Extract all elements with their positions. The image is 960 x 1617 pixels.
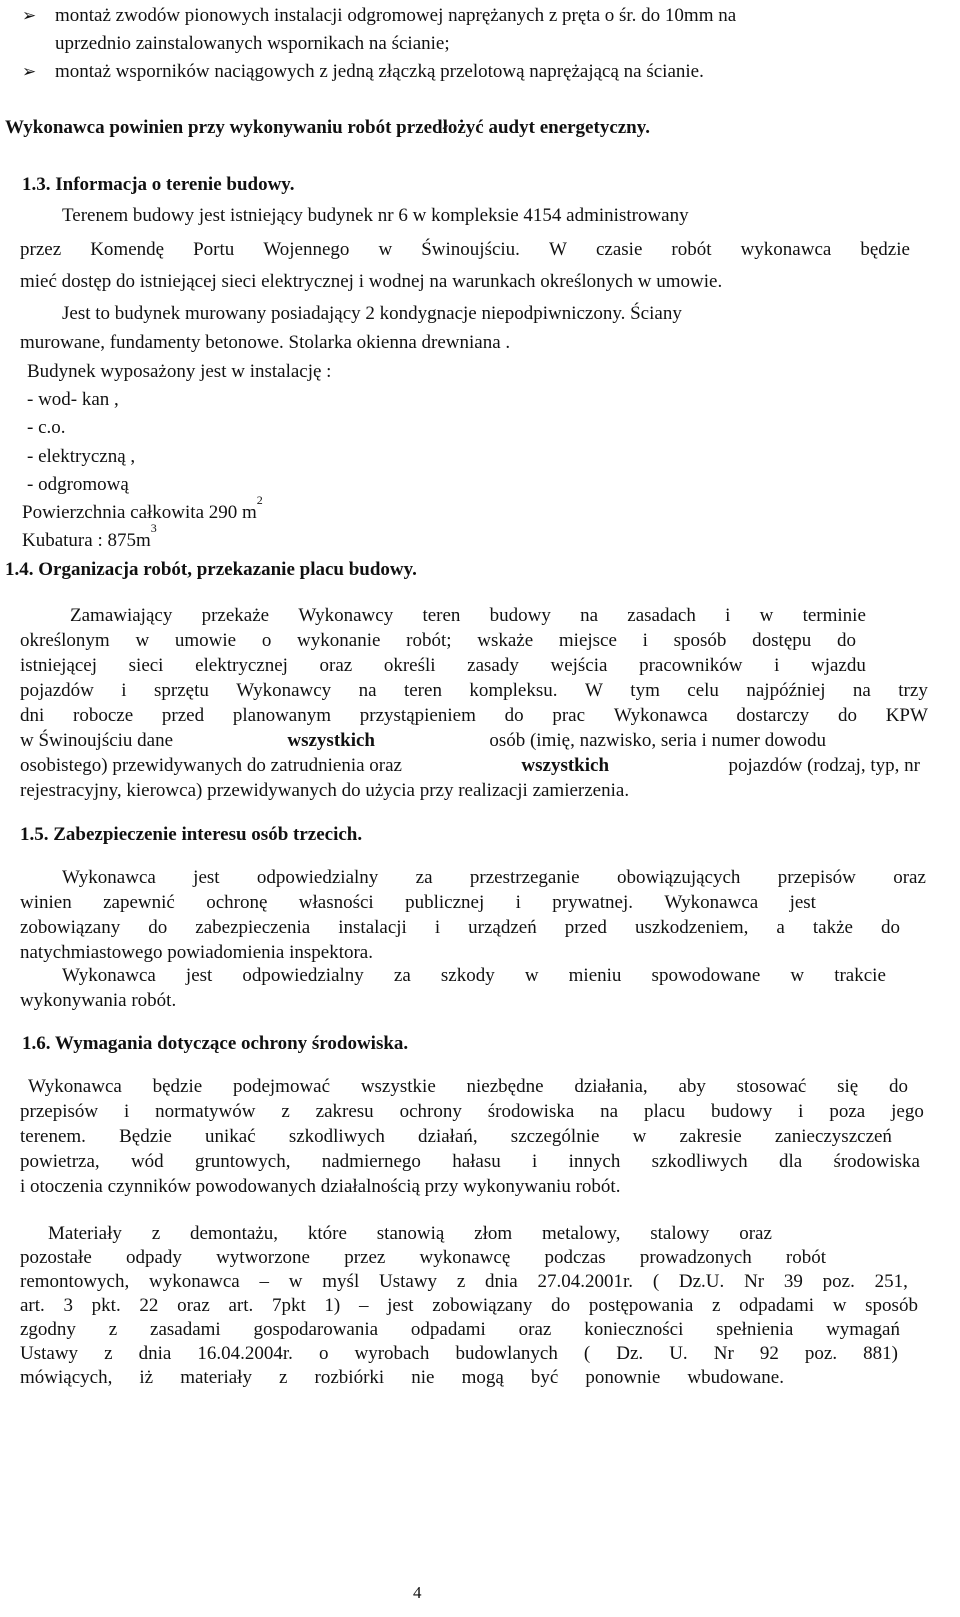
word: wjazdu xyxy=(811,655,866,676)
word: urządzeń xyxy=(468,917,537,938)
word: dnia xyxy=(485,1271,518,1292)
word: miejsce xyxy=(558,630,617,651)
word: które xyxy=(307,1223,347,1244)
page-number: 4 xyxy=(413,1583,422,1602)
word: art. xyxy=(228,1295,254,1316)
word: Portu xyxy=(193,239,235,260)
word: odpadami xyxy=(739,1295,815,1316)
word: budowlanych xyxy=(455,1343,558,1364)
word: określi xyxy=(383,655,436,676)
paragraph-line xyxy=(20,893,816,912)
word: zasadami xyxy=(150,1319,221,1340)
word: do xyxy=(888,1076,908,1097)
word: w xyxy=(759,605,774,626)
word: ponownie xyxy=(585,1367,661,1388)
word: celu xyxy=(687,680,719,701)
word: Ustawy xyxy=(20,1343,79,1364)
word: teren xyxy=(403,680,442,701)
section-heading: 1.4. Organizacja robót, przekazanie placu budowy. xyxy=(5,559,417,580)
word: Będzie xyxy=(119,1126,172,1147)
word: z xyxy=(456,1271,466,1292)
paragraph-line: mieć dostęp do istniejącej sieci elektrycznej i wodnej na warunkach określonych w umowie. xyxy=(20,271,723,292)
word: instalacji xyxy=(338,917,407,938)
word: szkodliwych xyxy=(651,1151,748,1172)
word: innych xyxy=(568,1151,621,1172)
paragraph-line: wykonywania robót. xyxy=(20,990,177,1011)
word: dnia xyxy=(138,1343,172,1364)
word: zakresu xyxy=(315,1101,374,1122)
paragraph-line xyxy=(70,606,866,625)
area-unit-exponent: 2 xyxy=(256,493,263,507)
word: wskaże xyxy=(477,630,534,651)
word: pojazdów xyxy=(20,680,94,701)
paragraph-line: i otoczenia czynników powodowanych działalnością przy wykonywaniu robót. xyxy=(20,1176,621,1197)
word: – xyxy=(259,1271,270,1292)
word: zgodny xyxy=(20,1319,76,1340)
word: poz. xyxy=(804,1343,838,1364)
paragraph-line xyxy=(48,1224,772,1243)
word: przed xyxy=(564,917,607,938)
text-run: osobistego) przewidywanych do zatrudnienia oraz xyxy=(20,755,402,776)
word: kompleksu. xyxy=(469,680,558,701)
word: planowanym xyxy=(232,705,332,726)
word: trakcie xyxy=(834,965,886,986)
word: prac xyxy=(552,705,586,726)
word: niezbędne xyxy=(466,1076,544,1097)
total-area-label: Powierzchnia całkowita 290 m xyxy=(22,502,257,523)
word: i xyxy=(123,1101,130,1122)
word: i xyxy=(434,917,441,938)
word: odpowiedzialny xyxy=(256,867,379,888)
paragraph-line xyxy=(20,1152,920,1171)
word: działania, xyxy=(574,1076,648,1097)
word: sposób xyxy=(865,1295,918,1316)
word: stalowy xyxy=(650,1223,710,1244)
word: w xyxy=(632,1126,647,1147)
word: i xyxy=(798,1101,804,1122)
word: z xyxy=(151,1223,161,1244)
word: 16.04.2004r. xyxy=(197,1343,293,1364)
word: działań, xyxy=(418,1126,478,1147)
word: hałasu xyxy=(452,1151,501,1172)
word: aby xyxy=(678,1076,706,1097)
paragraph-line xyxy=(20,1320,900,1339)
word: odpadami xyxy=(410,1319,486,1340)
word: środowiska xyxy=(487,1101,575,1122)
word: Wykonawca xyxy=(62,867,156,888)
word: na xyxy=(600,1101,619,1122)
word: z xyxy=(104,1343,113,1364)
word: U. xyxy=(669,1343,688,1364)
word: tym xyxy=(630,680,660,701)
word: ochronę xyxy=(206,892,268,913)
word: i xyxy=(774,655,780,676)
paragraph-line xyxy=(20,918,900,937)
word: nadmiernego xyxy=(321,1151,421,1172)
word: przed xyxy=(161,705,205,726)
paragraph-line: natychmiastowego powiadomienia inspektora. xyxy=(20,942,373,963)
word: remontowych, xyxy=(20,1271,130,1292)
word: szczególnie xyxy=(510,1126,600,1147)
word: do xyxy=(880,917,900,938)
word: przez xyxy=(20,239,62,260)
paragraph-line xyxy=(20,706,928,725)
install-item: - c.o. xyxy=(27,417,66,438)
word: Dz.U. xyxy=(678,1271,725,1292)
word: prowadzonych xyxy=(639,1247,752,1268)
word: metalowy, xyxy=(541,1223,621,1244)
word: KPW xyxy=(885,705,928,726)
paragraph-line xyxy=(20,756,920,775)
word: mogą xyxy=(461,1367,504,1388)
word: zasady xyxy=(467,655,519,676)
word: prywatnej. xyxy=(552,892,633,913)
bullet-line: uprzednio zainstalowanych wspornikach na ścianie; xyxy=(55,33,450,54)
word: własności xyxy=(298,892,374,913)
word: wykonanie xyxy=(297,630,381,651)
word: Zamawiający xyxy=(70,605,173,626)
paragraph-line xyxy=(20,1296,918,1315)
word: iż xyxy=(139,1367,154,1388)
paragraph-line xyxy=(20,1344,898,1363)
word: zakresie xyxy=(679,1126,742,1147)
word: pkt. xyxy=(91,1295,121,1316)
word: także xyxy=(812,917,853,938)
word: na xyxy=(852,680,871,701)
paragraph-line xyxy=(20,1127,892,1146)
emphasis-run: wszystkich xyxy=(287,730,375,751)
word: Nr xyxy=(713,1343,734,1364)
word: wymagań xyxy=(826,1319,900,1340)
word: Wykonawca xyxy=(62,965,156,986)
paragraph-line xyxy=(20,1368,784,1387)
install-item: - odgromową xyxy=(27,474,129,495)
paragraph-line xyxy=(20,656,866,675)
word: i xyxy=(121,680,127,701)
word: normatywów xyxy=(155,1101,256,1122)
paragraph-line xyxy=(20,1248,826,1267)
word: umowie xyxy=(174,630,237,651)
total-area xyxy=(22,493,263,523)
word: najpóźniej xyxy=(746,680,826,701)
word: na xyxy=(580,605,599,626)
word: przestrzeganie xyxy=(469,867,580,888)
word: Materiały xyxy=(48,1223,122,1244)
word: zasadach xyxy=(627,605,696,626)
text-run: osób (imię, nazwisko, seria i numer dowodu xyxy=(489,730,826,751)
word: odpowiedzialny xyxy=(242,965,364,986)
word: przepisów xyxy=(777,867,856,888)
word: się xyxy=(837,1076,859,1097)
word: wyrobach xyxy=(354,1343,430,1364)
word: wykonawca xyxy=(740,239,832,260)
word: w xyxy=(832,1295,847,1316)
word: do xyxy=(504,705,524,726)
word: spełnienia xyxy=(716,1319,794,1340)
word: za xyxy=(393,965,411,986)
install-item: - wod- kan , xyxy=(27,389,119,410)
word: materiały xyxy=(180,1367,252,1388)
word: Komendę xyxy=(90,239,165,260)
paragraph-line: murowane, fundamenty betonowe. Stolarka okienna drewniana . xyxy=(20,332,511,353)
word: ( xyxy=(652,1271,660,1292)
word: wszystkie xyxy=(360,1076,436,1097)
word: na xyxy=(358,680,377,701)
word: oraz xyxy=(739,1223,772,1244)
word: 7pkt xyxy=(271,1295,306,1316)
word: elektrycznej xyxy=(195,655,288,676)
word: wykonawca xyxy=(149,1271,240,1292)
word: Dz. xyxy=(616,1343,644,1364)
word: trzy xyxy=(898,680,928,701)
word: szkody xyxy=(440,965,495,986)
word: poz. xyxy=(822,1271,855,1292)
word: terminie xyxy=(802,605,866,626)
word: do xyxy=(836,630,856,651)
word: w xyxy=(524,965,539,986)
word: gruntowych, xyxy=(194,1151,291,1172)
word: odpady xyxy=(125,1247,182,1268)
word: robocze xyxy=(73,705,134,726)
word: oraz xyxy=(177,1295,210,1316)
word: podczas xyxy=(544,1247,606,1268)
word: przekaże xyxy=(201,605,270,626)
word: z xyxy=(108,1319,118,1340)
word: ( xyxy=(583,1343,591,1364)
word: w xyxy=(135,630,150,651)
word: wykonawcę xyxy=(419,1247,511,1268)
word: placu xyxy=(644,1101,686,1122)
section-heading: 1.5. Zabezpieczenie interesu osób trzecich. xyxy=(20,824,363,845)
bullet-arrow-icon: ➢ xyxy=(22,62,37,81)
word: do xyxy=(148,917,168,938)
word: 27.04.2001r. xyxy=(537,1271,634,1292)
word: określonym xyxy=(20,630,110,651)
text-run: w Świnoujściu dane xyxy=(20,730,174,751)
word: pozostałe xyxy=(20,1247,92,1268)
word: Wykonawca xyxy=(664,892,759,913)
word: Wykonawca xyxy=(613,705,708,726)
word: mówiących, xyxy=(20,1367,113,1388)
word: złom xyxy=(474,1223,513,1244)
word: w xyxy=(378,239,393,260)
word: budowy xyxy=(489,605,551,626)
word: W xyxy=(548,239,567,260)
word: istniejącej xyxy=(20,655,98,676)
word: z xyxy=(711,1295,721,1316)
word: szkodliwych xyxy=(288,1126,385,1147)
word: wytworzone xyxy=(216,1247,310,1268)
word: robót xyxy=(671,239,712,260)
word: Nr xyxy=(744,1271,765,1292)
bullet-line: montaż zwodów pionowych instalacji odgromowej naprężanych z pręta o śr. do 10mm na xyxy=(55,5,737,26)
word: pracowników xyxy=(639,655,743,676)
word: Wykonawcy xyxy=(236,680,332,701)
word: jego xyxy=(891,1101,924,1122)
word: ochrony xyxy=(399,1101,462,1122)
word: robót; xyxy=(406,630,452,651)
word: sprzętu xyxy=(154,680,209,701)
word: Wojennego xyxy=(263,239,350,260)
word: zapewnić xyxy=(103,892,175,913)
word: przez xyxy=(344,1247,386,1268)
paragraph-line xyxy=(62,868,926,887)
word: i xyxy=(725,605,731,626)
word: 3 xyxy=(63,1295,73,1316)
word: Wykonawcy xyxy=(298,605,394,626)
paragraph-line xyxy=(20,1272,908,1291)
emphasis-run: wszystkich xyxy=(521,755,610,776)
word: 881) xyxy=(863,1343,898,1364)
word: zobowiązany xyxy=(432,1295,533,1316)
word: 1) xyxy=(324,1295,341,1316)
word: 22 xyxy=(139,1295,159,1316)
word: 251, xyxy=(874,1271,908,1292)
word: 39 xyxy=(783,1271,803,1292)
word: demontażu, xyxy=(189,1223,279,1244)
word: oraz xyxy=(518,1319,552,1340)
word: jest xyxy=(193,867,220,888)
word: być xyxy=(530,1367,559,1388)
word: zobowiązany xyxy=(20,917,121,938)
word: o xyxy=(261,630,272,651)
word: zabezpieczenia xyxy=(195,917,311,938)
volume-label: Kubatura : 875m xyxy=(22,530,151,551)
text-run: pojazdów (rodzaj, typ, nr xyxy=(728,755,920,776)
word: oraz xyxy=(893,867,926,888)
word: terenem. xyxy=(20,1126,86,1147)
word: teren xyxy=(422,605,461,626)
paragraph-line: Terenem budowy jest istniejący budynek nr 6 w kompleksie 4154 administrowany xyxy=(62,205,689,226)
word: oraz xyxy=(319,655,353,676)
word: nie xyxy=(411,1367,435,1388)
word: stosować xyxy=(736,1076,807,1097)
word: wód xyxy=(130,1151,164,1172)
word: wejścia xyxy=(550,655,608,676)
word: myśl xyxy=(322,1271,360,1292)
word: W xyxy=(584,680,603,701)
install-item: - elektryczną , xyxy=(27,446,136,467)
word: winien xyxy=(20,892,72,913)
word: dostarczy xyxy=(736,705,810,726)
word: wbudowane. xyxy=(687,1367,784,1388)
section-heading: 1.6. Wymagania dotyczące ochrony środowiska. xyxy=(22,1033,409,1054)
word: jest xyxy=(387,1295,414,1316)
word: Ustawy xyxy=(379,1271,438,1292)
word: zanieczyszczeń xyxy=(774,1126,892,1147)
word: i xyxy=(515,892,521,913)
word: do xyxy=(837,705,857,726)
word: 92 xyxy=(759,1343,779,1364)
word: sposób xyxy=(673,630,727,651)
word: mieniu xyxy=(568,965,622,986)
audit-note: Wykonawca powinien przy wykonywaniu robót przedłożyć audyt energetyczny. xyxy=(5,117,650,138)
bullet-arrow-icon: ➢ xyxy=(22,6,37,25)
word: poza xyxy=(829,1101,866,1122)
word: powietrza, xyxy=(20,1151,100,1172)
word: Świnoujściu. xyxy=(421,239,520,260)
word: stanowią xyxy=(376,1223,445,1244)
word: dni xyxy=(20,705,45,726)
word: publicznej xyxy=(405,892,485,913)
paragraph-line xyxy=(62,966,886,985)
word: z xyxy=(279,1367,288,1388)
word: uszkodzeniem, xyxy=(634,917,749,938)
word: konieczności xyxy=(584,1319,684,1340)
word: o xyxy=(318,1343,329,1364)
word: robót xyxy=(785,1247,826,1268)
word: art. xyxy=(20,1295,45,1316)
bullet-line: montaż wsporników naciągowych z jedną złączką przelotową naprężającą na ścianie. xyxy=(55,61,704,82)
paragraph-line xyxy=(28,1077,908,1096)
word: w xyxy=(790,965,805,986)
word: i xyxy=(642,630,648,651)
paragraph-line xyxy=(20,681,928,700)
word: w xyxy=(288,1271,303,1292)
word: jest xyxy=(789,892,816,913)
paragraph-line xyxy=(20,1102,924,1121)
word: budowy xyxy=(711,1101,773,1122)
word: gospodarowania xyxy=(253,1319,379,1340)
word: jest xyxy=(185,965,213,986)
word: będzie xyxy=(860,239,910,260)
volume xyxy=(22,521,157,551)
section-heading: 1.3. Informacja o terenie budowy. xyxy=(22,174,295,195)
volume-unit-exponent: 3 xyxy=(150,521,157,535)
word: rozbiórki xyxy=(314,1367,385,1388)
word: postępowania xyxy=(588,1295,694,1316)
paragraph-line xyxy=(20,240,910,259)
word: dla xyxy=(778,1151,803,1172)
word: a xyxy=(776,917,785,938)
word: za xyxy=(415,867,433,888)
paragraph-line: rejestracyjny, kierowca) przewidywanych do użycia przy realizacji zamierzenia. xyxy=(20,780,630,801)
word: z xyxy=(281,1101,290,1122)
word: – xyxy=(358,1295,369,1316)
word: przystąpieniem xyxy=(359,705,476,726)
paragraph-line: Jest to budynek murowany posiadający 2 kondygnacje niepodpiwniczony. Ściany xyxy=(62,303,682,324)
paragraph-line xyxy=(20,631,856,650)
word: obowiązujących xyxy=(616,867,741,888)
word: przepisów xyxy=(20,1101,99,1122)
word: sieci xyxy=(128,655,164,676)
word: do xyxy=(551,1295,571,1316)
word: spowodowane xyxy=(651,965,761,986)
word: będzie xyxy=(152,1076,203,1097)
word: Wykonawca xyxy=(28,1076,122,1097)
word: unikać xyxy=(205,1126,256,1147)
word: podejmować xyxy=(232,1076,331,1097)
paragraph-line xyxy=(20,731,826,750)
word: dostępu xyxy=(752,630,812,651)
word: czasie xyxy=(595,239,643,260)
word: środowiska xyxy=(833,1151,920,1172)
install-intro: Budynek wyposażony jest w instalację : xyxy=(27,361,332,382)
word: i xyxy=(532,1151,538,1172)
